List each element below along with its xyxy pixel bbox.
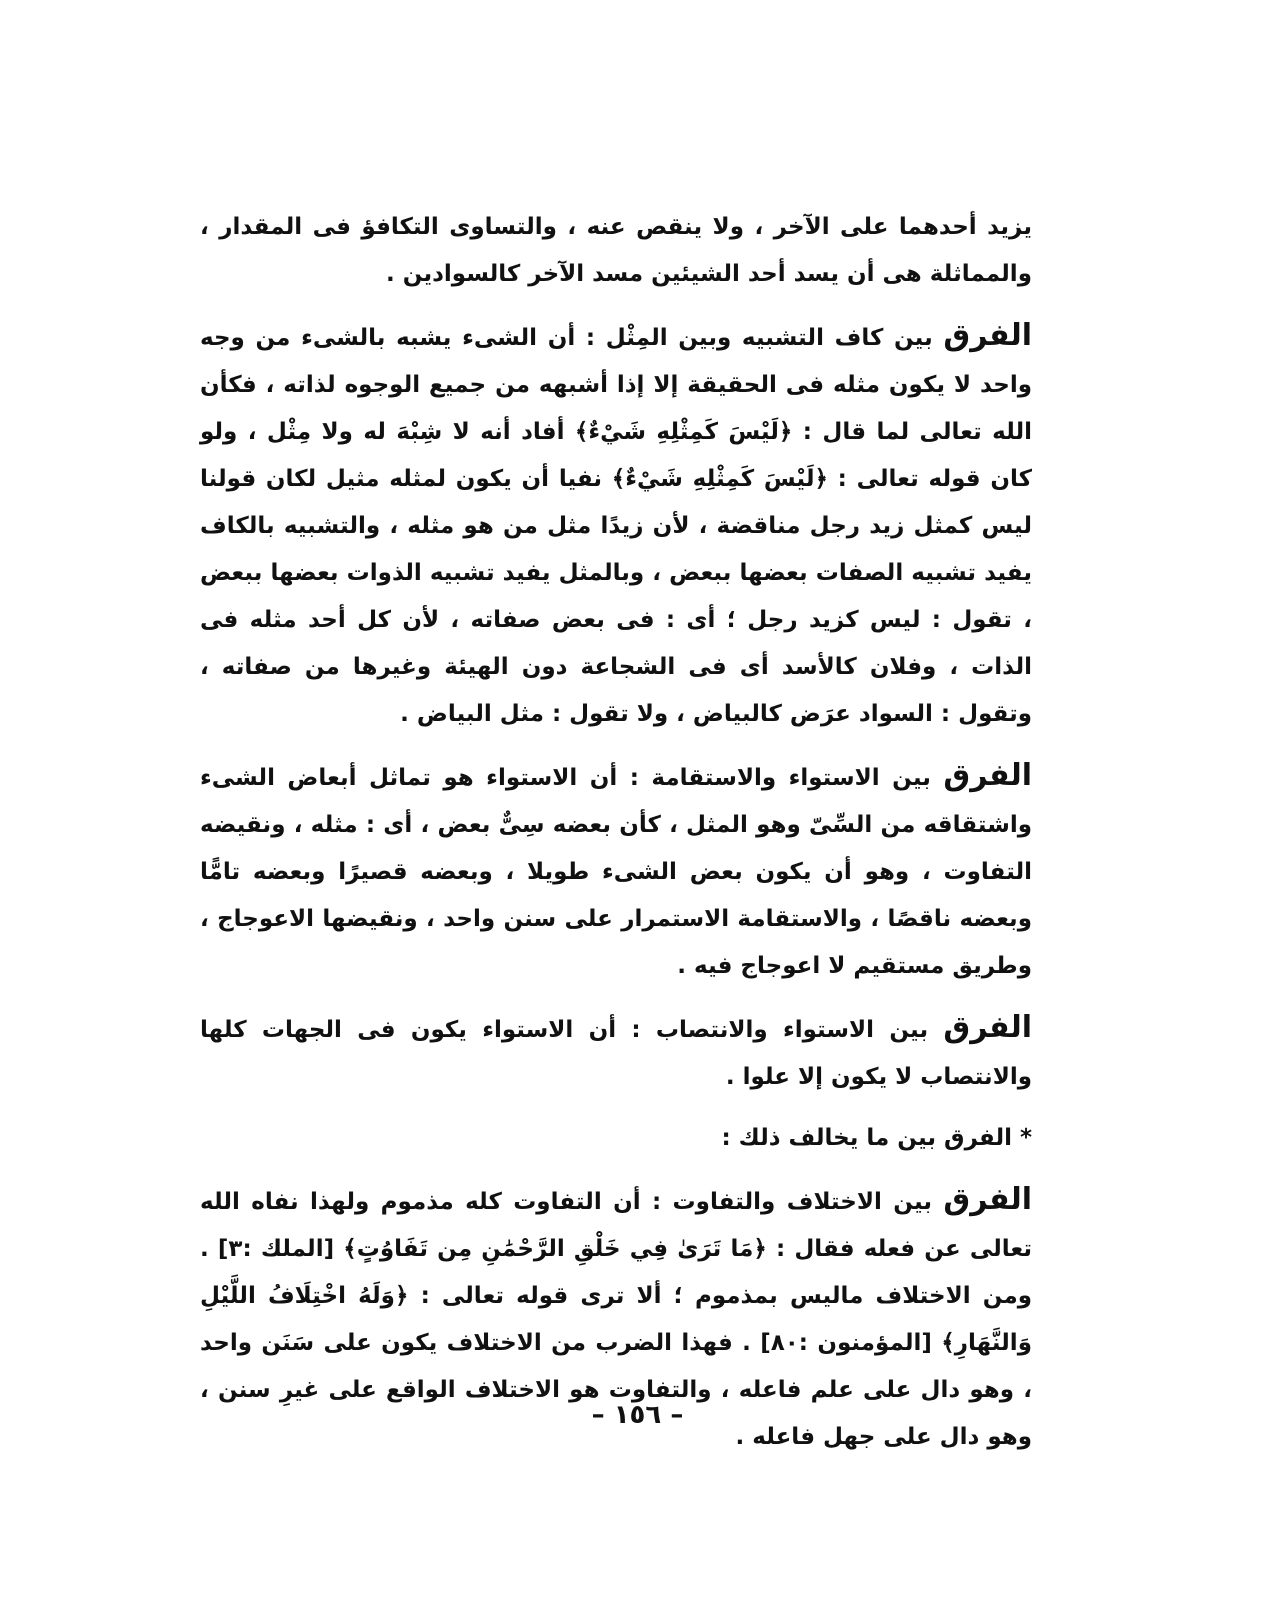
page-body [200,204,1032,1475]
paragraph-heading: بين الاختلاف والتفاوت : [640,1189,944,1215]
section-heading [200,1115,1032,1162]
heading-word: الفرق [943,758,1032,793]
paragraph-heading: بين الاستواء والانتصاب : [616,1017,944,1043]
paragraph-text: أن الاستواء يكون فى الجهات كلها والانتصاب لا يكون إلا علوا . [200,1017,1032,1090]
paragraph-text: أن التفاوت كله مذموم ولهذا نفاه الله تعالى عن فعله فقال : ﴿مَا تَرَىٰ فِي خَلْقِ الرَّحْمَٰنِ مِن تَفَاوُتٍ﴾ [الملك :٣] . ومن الاختلاف ماليس بمذموم ؛ ألا ترى قوله تعالى : ﴿وَلَهُ اخْتِلَافُ اللَّيْلِ وَالنَّهَارِ﴾ [المؤمنون :٨٠] . فهذا الضرب من الاختلاف يكون على سَنَن واحد ، وهو دال على علم فاعله ، والتفاوت هو الاختلاف الواقع على غيرِ سنن ، وهو دال على جهل فاعله . [200,1189,1032,1450]
heading-word: الفرق [943,1010,1033,1045]
page-number: – ١٥٦ – [591,1400,684,1430]
paragraph-text: يزيد أحدهما على الآخر ، ولا ينقص عنه ، والتساوى التكافؤ فى المقدار ، والمماثلة هى أن يسد أحد الشيئين مسد الآخر كالسوادين . [200,214,1032,287]
heading-word: الفرق [943,318,1032,353]
paragraph-text: أن الشىء يشبه بالشىء من وجه واحد لا يكون مثله فى الحقيقة إلا إذا أشبهه من جميع الوجوه لذاته ، فكأن الله تعالى لما قال : ﴿لَيْسَ كَمِثْلِهِ شَيْءٌ﴾ أفاد أنه لا شِبْهَ له ولا مِثْل ، ولو كان قوله تعالى : ﴿لَيْسَ كَمِثْلِهِ شَيْءٌ﴾ نفيا أن يكون لمثله مثيل لكان قولنا ليس كمثل زيد رجل مناقضة ، لأن زيدًا مثل من هو مثله ، والتشبيه بالكاف يفيد تشبيه الصفات بعضها ببعض ، وبالمثل يفيد تشبيه الذوات بعضها ببعض ، تقول : ليس كزيد رجل ؛ أى : فى بعض صفاته ، لأن كل أحد مثله فى الذات ، وفلان كالأسد أى فى الشجاعة دون الهيئة وغيرها من صفاته ، وتقول : السواد عرَض كالبياض ، ولا تقول : مثل البياض . [200,325,1032,727]
paragraph-kaf-vs-mithl [200,312,1032,738]
paragraph-istiwa-vs-istiqama [200,752,1032,990]
paragraph-intro [200,204,1032,298]
paragraph-text: أن الاستواء هو تماثل أبعاض الشىء واشتقاقه من السِّىّ وهو المثل ، كأن بعضه سِىٌّ بعض ، أى : مثله ، ونقيضه التفاوت ، وهو أن يكون بعض الشىء طويلا ، وبعضه قصيرًا وبعضه تامًّا وبعضه ناقصًا ، والاستقامة الاستمرار على سنن واحد ، ونقيضها الاعوجاج ، وطريق مستقيم لا اعوجاج فيه . [200,765,1032,979]
paragraph-heading: بين كاف التشبيه وبين المِثْل : [575,325,944,351]
paragraph-heading: بين الاستواء والاستقامة : [617,765,944,791]
heading-word: الفرق [943,1182,1032,1217]
section-heading-text: * الفرق بين ما يخالف ذلك : [721,1125,1032,1151]
paragraph-istiwa-vs-intisab [200,1004,1032,1101]
